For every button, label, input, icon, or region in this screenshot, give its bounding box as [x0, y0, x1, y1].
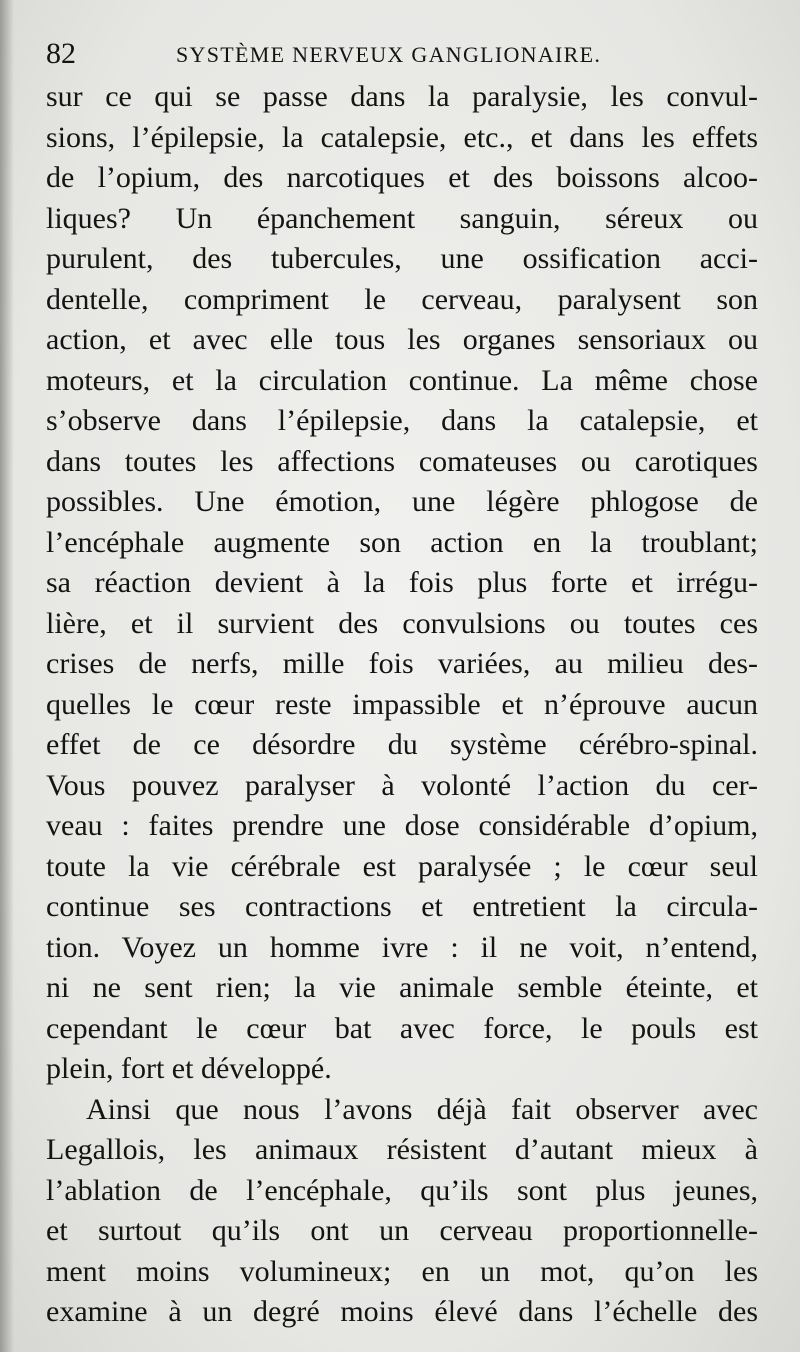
text-line: action, et avec elle tous les organes sensoriaux ou — [46, 323, 758, 356]
text-line-paragraph-end: plein, fort et développé. — [46, 1052, 332, 1085]
text-line: possibles. Une émotion, une légère phlogose de — [46, 485, 758, 518]
text-line: l’ablation de l’encéphale, qu’ils sont plus jeunes, — [46, 1173, 758, 1207]
text-line: de l’opium, des narcotiques et des boissons alcoo- — [46, 161, 758, 194]
text-line: sa réaction devient à la fois plus forte et irrégu- — [46, 566, 758, 599]
text-line: toute la vie cérébrale est paralysée ; le cœur seul — [46, 849, 758, 883]
text-line: dans toutes les affections comateuses ou carotiques — [46, 444, 758, 478]
text-line: liques? Un épanchement sanguin, séreux ou — [46, 201, 758, 235]
text-line: examine à un degré moins élevé dans l’échelle des — [46, 1295, 758, 1328]
text-line: Legallois, les animaux résistent d’autant mieux à — [46, 1133, 758, 1166]
text-line: dentelle, compriment le cerveau, paralysent son — [46, 282, 758, 316]
text-line: effet de ce désordre du système cérébro-spinal. — [46, 728, 758, 761]
page-number: 82 — [46, 37, 76, 70]
text-line: Vous pouvez paralyser à volonté l’action du cer- — [46, 768, 758, 802]
text-line: purulent, des tubercules, une ossification acci- — [46, 242, 758, 275]
page-header — [46, 36, 756, 76]
text-line: lière, et il survient des convulsions ou toutes ces — [46, 606, 758, 640]
text-line: sur ce qui se passe dans la paralysie, les convul- — [46, 80, 758, 113]
text-line: veau : faites prendre une dose considérable d’opium, — [46, 809, 758, 842]
text-line: crises de nerfs, mille fois variées, au milieu des- — [46, 647, 758, 680]
text-line: s’observe dans l’épilepsie, dans la catalepsie, et — [46, 404, 758, 437]
text-line: sions, l’épilepsie, la catalepsie, etc., et dans les effets — [46, 120, 758, 154]
text-line: ni ne sent rien; la vie animale semble éteinte, et — [46, 971, 758, 1004]
body-text — [46, 77, 758, 1333]
text-line: cependant le cœur bat avec force, le pouls est — [46, 1011, 758, 1045]
text-line-paragraph-start: Ainsi que nous l’avons déjà fait observer avec — [86, 1092, 758, 1126]
text-line: continue ses contractions et entretient la circula- — [46, 890, 758, 923]
text-line: ment moins volumineux; en un mot, qu’on les — [46, 1254, 758, 1288]
text-line: et surtout qu’ils ont un cerveau proportionnelle- — [46, 1214, 758, 1247]
running-title: SYSTÈME NERVEUX GANGLIONAIRE. — [176, 42, 602, 67]
text-line: quelles le cœur reste impassible et n’éprouve aucun — [46, 687, 758, 721]
text-line: l’encéphale augmente son action en la troublant; — [46, 525, 758, 559]
text-line: tion. Voyez un homme ivre : il ne voit, n’entend, — [46, 930, 758, 964]
page-gutter-shadow — [0, 0, 14, 1352]
text-line: moteurs, et la circulation continue. La même chose — [46, 363, 758, 397]
